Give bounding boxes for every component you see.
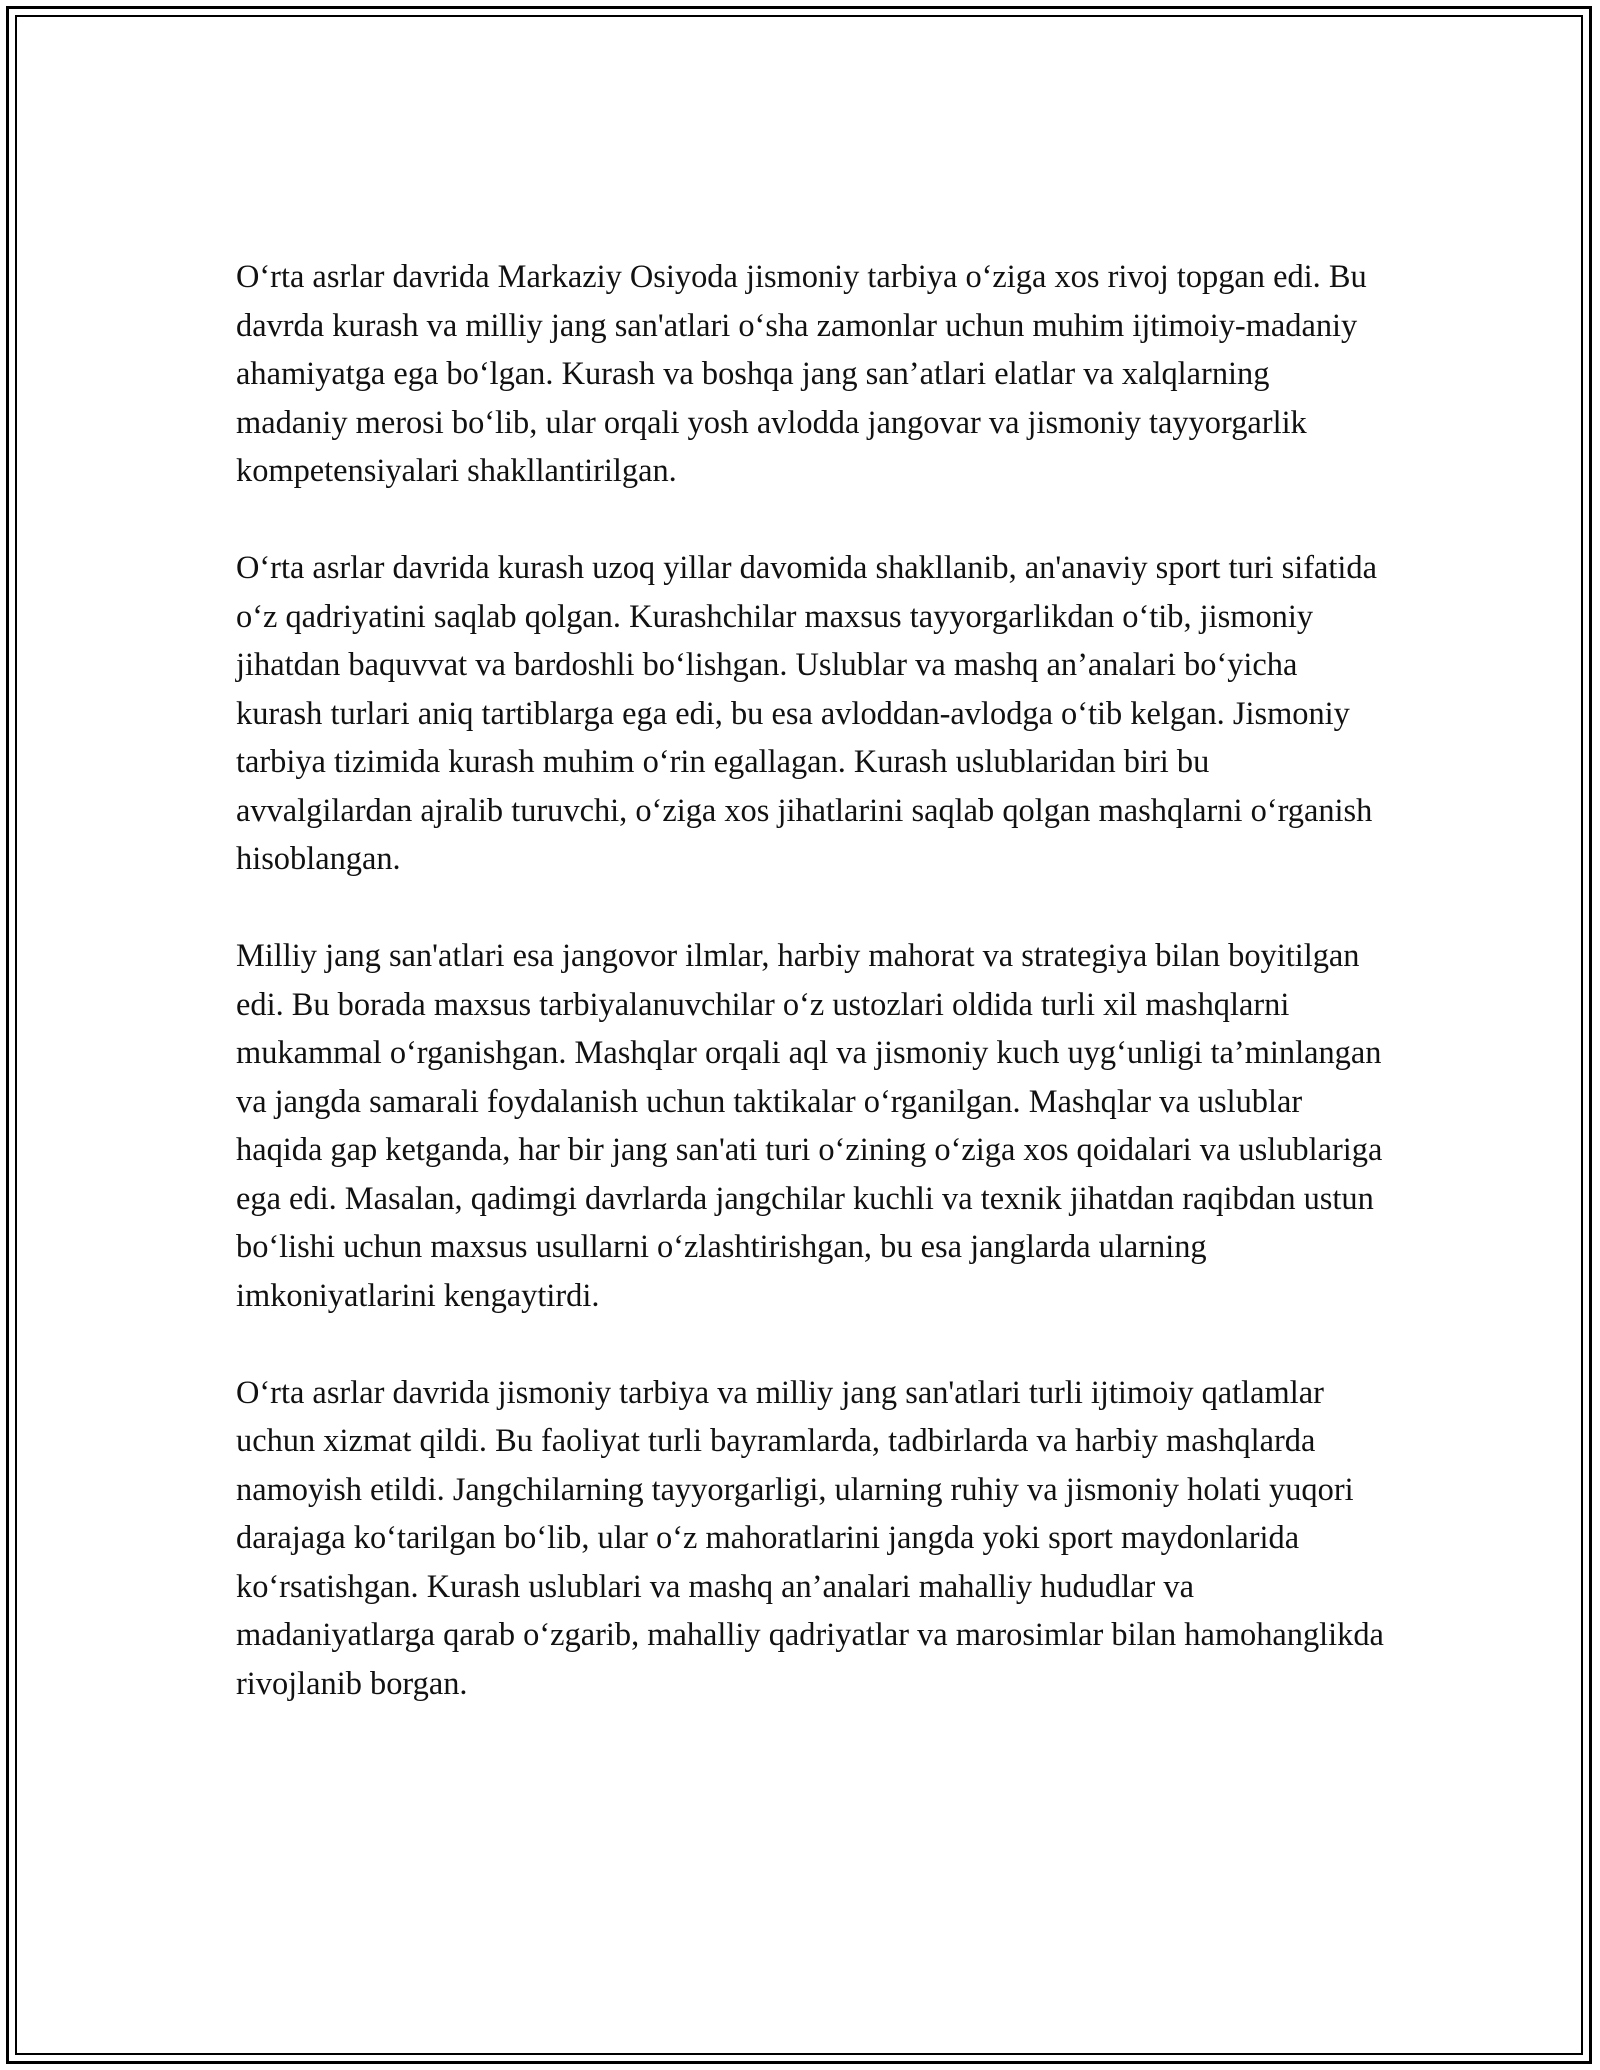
document-body [236,253,1386,1708]
paragraph-2: O‘rta asrlar davrida kurash uzoq yillar davomida shakllanib, an'anaviy sport turi sifatida o‘z qadriyatini saqlab qolgan. Kurashchilar maxsus tayyorgarlikdan o‘tib, jismoniy jihatdan baquvvat va bardoshli bo‘lishgan. Uslublar va mashq an’analari bo‘yicha kurash turlari aniq tartiblarga ega edi, bu esa avloddan-avlodga o‘tib kelgan. Jismoniy tarbiya tizimida kurash muhim o‘rin egallagan. Kurash uslublaridan biri bu avvalgilardan ajralib turuvchi, o‘ziga xos jihatlarini saqlab qolgan mashqlarni o‘rganish hisoblangan. [236,550,1377,877]
paragraph-1: O‘rta asrlar davrida Markaziy Osiyoda jismoniy tarbiya o‘ziga xos rivoj topgan edi. Bu davrda kurash va milliy jang san'atlari o‘sha zamonlar uchun muhim ijtimoiy-madaniy ahamiyatga ega bo‘lgan. Kurash va boshqa jang san’atlari elatlar va xalqlarning madaniy merosi bo‘lib, ular orqali yosh avlodda jangovar va jismoniy tayyorgarlik kompetensiyalari shakllantirilgan. [236,259,1367,489]
paragraph-3: Milliy jang san'atlari esa jangovor ilmlar, harbiy mahorat va strategiya bilan boyitilgan edi. Bu borada maxsus tarbiyalanuvchilar o‘z ustozlari oldida turli xil mashqlarni mukammal o‘rganishgan. Mashqlar orqali aql va jismoniy kuch uyg‘unligi ta’minlangan va jangda samarali foydalanish uchun taktikalar o‘rganilgan. Mashqlar va uslublar haqida gap ketganda, har bir jang san'ati turi o‘zining o‘ziga xos qoidalari va uslublariga ega edi. Masalan, qadimgi davrlarda jangchilar kuchli va texnik jihatdan raqibdan ustun bo‘lishi uchun maxsus usullarni o‘zlashtirishgan, bu esa janglarda ularning imkoniyatlarini kengaytirdi. [236,938,1383,1314]
paragraph-4: O‘rta asrlar davrida jismoniy tarbiya va milliy jang san'atlari turli ijtimoiy qatlamlar uchun xizmat qildi. Bu faoliyat turli bayramlarda, tadbirlarda va harbiy mashqlarda namoyish etildi. Jangchilarning tayyorgarligi, ularning ruhiy va jismoniy holati yuqori darajaga ko‘tarilgan bo‘lib, ular o‘z mahoratlarini jangda yoki sport maydonlarida ko‘rsatishgan. Kurash uslublari va mashq an’analari mahalliy hududlar va madaniyatlarga qarab o‘zgarib, mahalliy qadriyatlar va marosimlar bilan hamohanglikda rivojlanib borgan. [236,1374,1384,1702]
